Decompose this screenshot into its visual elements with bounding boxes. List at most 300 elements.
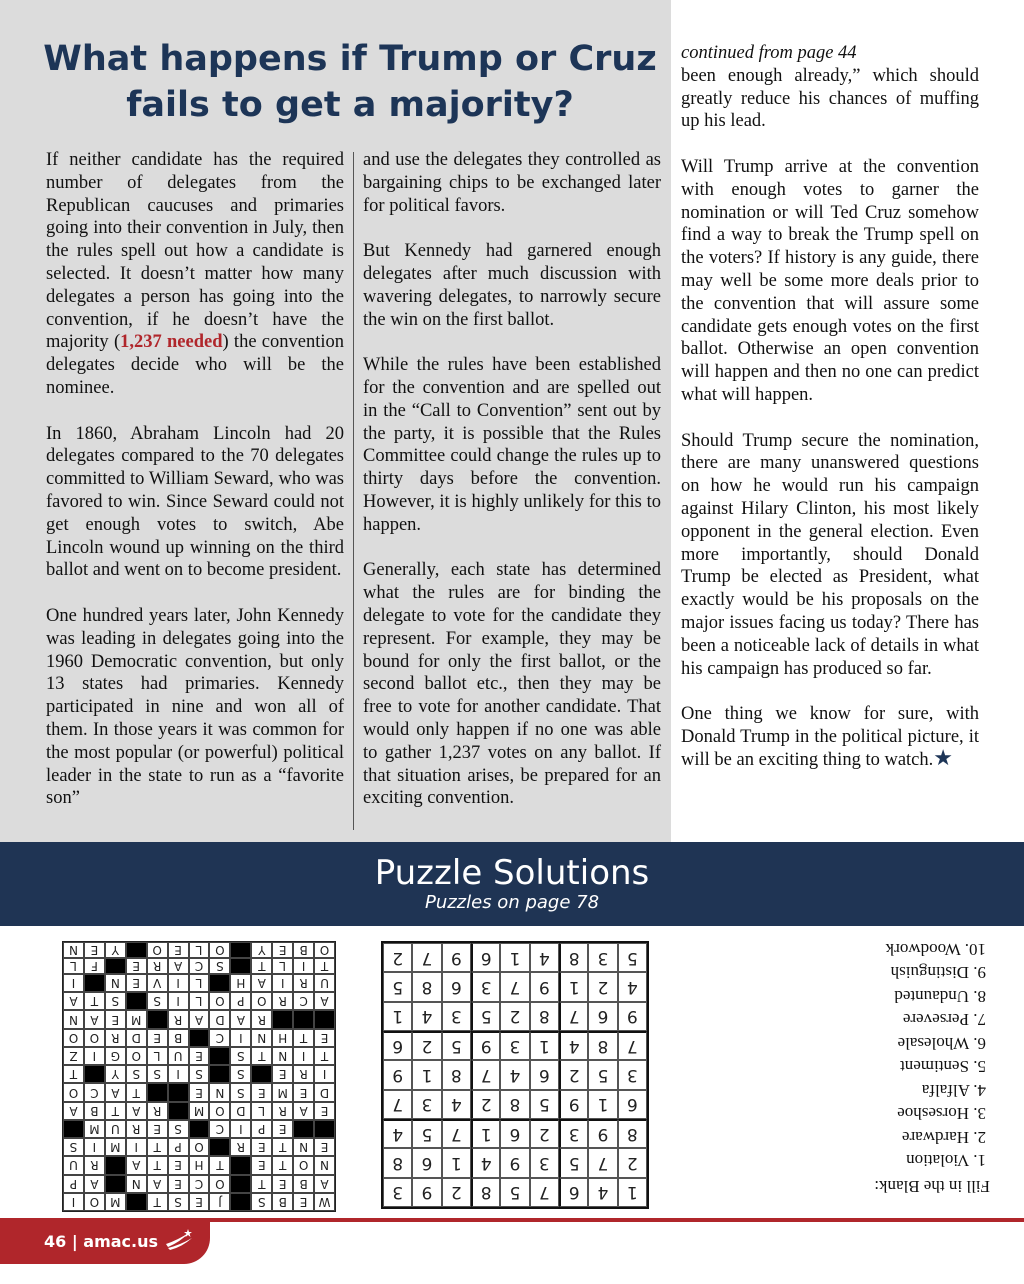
sudoku-cell: 9	[500, 1148, 529, 1177]
crossword-cell: L	[189, 942, 210, 958]
footer-label	[44, 1232, 158, 1251]
crossword-cell: T	[63, 1065, 84, 1083]
crossword-cell: E	[293, 1083, 314, 1101]
crossword-cell: A	[147, 1175, 168, 1193]
sudoku-cell: 2	[383, 943, 412, 972]
crossword-cell: E	[314, 1138, 335, 1156]
crossword-cell: T	[251, 958, 272, 974]
sudoku-cell: 3	[588, 943, 617, 972]
crossword-block	[230, 958, 251, 974]
crossword-cell: G	[105, 1047, 126, 1065]
paragraph: been enough already,” which should greatly reduce his chances of muffing up his lead.	[681, 65, 979, 132]
crossword-cell: S	[168, 1193, 189, 1211]
crossword-cell: O	[209, 1175, 230, 1193]
sudoku-cell: 8	[383, 1148, 412, 1177]
crossword-cell: N	[63, 942, 84, 958]
crossword-cell: S	[168, 1120, 189, 1138]
crossword-cell: M	[272, 1083, 293, 1101]
sudoku-cell: 8	[559, 943, 588, 972]
sudoku-cell: 1	[559, 972, 588, 1001]
sudoku-cell: 2	[559, 1060, 588, 1089]
sudoku-cell: 6	[530, 1060, 559, 1089]
column-divider	[353, 152, 354, 830]
crossword-cell: E	[314, 1029, 335, 1047]
crossword-cell: R	[293, 974, 314, 992]
crossword-cell: E	[251, 1156, 272, 1174]
crossword-block	[251, 1065, 272, 1083]
crossword-cell: T	[84, 992, 105, 1010]
answer-item: 10. Woodwork	[885, 940, 986, 959]
continued-note: continued from page 44	[681, 43, 857, 63]
paragraph-text: If neither candidate has the required number of delegates from the Republican caucuses and primaries going into their convention in July, then the rules spell out how a candidate is selected. It doesn’t matter how many delegates a person has going into the convention, if he doesn’t have the majority (	[46, 150, 344, 353]
crossword-cell: M	[189, 1102, 210, 1120]
crossword-cell: A	[126, 1156, 147, 1174]
crossword-cell: E	[168, 942, 189, 958]
sudoku-cell: 5	[588, 1060, 617, 1089]
sudoku-cell: 7	[559, 1002, 588, 1031]
crossword-cell: C	[209, 1029, 230, 1047]
crossword-cell: I	[126, 1138, 147, 1156]
sudoku-cell: 1	[588, 1090, 617, 1119]
banner-subtitle: Puzzles on page 78	[424, 892, 600, 913]
crossword-cell: L	[272, 958, 293, 974]
crossword-cell: P	[168, 1138, 189, 1156]
crossword-cell: O	[84, 1193, 105, 1211]
sudoku-cell: 6	[471, 943, 500, 972]
crossword-block	[126, 942, 147, 958]
answer-item: 8. Undaunted	[894, 987, 986, 1006]
sudoku-cell: 9	[559, 1090, 588, 1119]
sudoku-cell: 5	[412, 1119, 441, 1148]
crossword-cell: E	[84, 942, 105, 958]
crossword-cell: S	[147, 1065, 168, 1083]
sudoku-cell: 7	[530, 1178, 559, 1207]
crossword-cell: O	[209, 992, 230, 1010]
crossword-cell: B	[84, 1102, 105, 1120]
crossword-cell: H	[230, 974, 251, 992]
sudoku-cell: 5	[442, 1031, 471, 1060]
crossword-cell: E	[189, 1083, 210, 1101]
crossword-cell: P	[63, 1175, 84, 1193]
sudoku-cell: 4	[618, 972, 647, 1001]
crossword-cell: U	[168, 1047, 189, 1065]
paragraph: But Kennedy had garnered enough delegates after much discussion with wavering delegates, to narrowly secure the win on the first ballot.	[363, 241, 661, 330]
crossword-cell: T	[314, 958, 335, 974]
crossword-cell: E	[126, 974, 147, 992]
crossword-cell: W	[314, 1193, 335, 1211]
crossword-block	[126, 1193, 147, 1211]
sudoku-cell: 7	[618, 1031, 647, 1060]
crossword-cell: O	[189, 1138, 210, 1156]
answer-item: 1. Violation	[906, 1151, 986, 1171]
sudoku-cell: 1	[530, 1031, 559, 1060]
sudoku-cell: 4	[442, 1090, 471, 1119]
crossword-cell: I	[168, 992, 189, 1010]
crossword-cell: D	[209, 1010, 230, 1028]
crossword-cell: D	[314, 1083, 335, 1101]
crossword-cell: N	[272, 1047, 293, 1065]
sudoku-cell: 4	[412, 1002, 441, 1031]
crossword-cell: O	[314, 942, 335, 958]
crossword-block	[209, 974, 230, 992]
sudoku-cell: 2	[500, 1002, 529, 1031]
crossword-block	[209, 1138, 230, 1156]
crossword-cell: E	[147, 1120, 168, 1138]
crossword-cell: A	[314, 1175, 335, 1193]
crossword-cell: S	[230, 1065, 251, 1083]
crossword-cell: O	[251, 992, 272, 1010]
crossword-cell: M	[84, 1120, 105, 1138]
sudoku-cell: 4	[559, 1031, 588, 1060]
answer-item: 2. Hardware	[901, 1128, 986, 1147]
crossword-cell: L	[147, 1047, 168, 1065]
crossword-block	[293, 1120, 314, 1138]
answer-item: 4. Alfalfa	[921, 1081, 986, 1100]
crossword-cell: H	[272, 1029, 293, 1047]
crossword-block	[209, 1047, 230, 1065]
banner-title: Puzzle Solutions	[374, 853, 650, 893]
swoosh-icon	[164, 1228, 194, 1254]
crossword-cell: C	[209, 1120, 230, 1138]
crossword-cell: A	[63, 1102, 84, 1120]
paragraph: Generally, each state has determined what the rules are for binding the delegate to vote for the candidate they represent. For example, they may be bound for only the first ballot, or the second ballot etc., then they may be free to vote for another candidate. That would only happen if no one was able to gather 1,237 votes on any ballot. If that situation arises, be prepared for an exciting convention.	[363, 560, 661, 809]
crossword-cell: R	[168, 1010, 189, 1028]
crossword-cell: N	[293, 1138, 314, 1156]
crossword-cell: E	[168, 1175, 189, 1193]
crossword-cell: A	[189, 1010, 210, 1028]
sudoku-cell: 8	[618, 1119, 647, 1148]
crossword-cell: L	[189, 992, 210, 1010]
crossword-cell: I	[63, 1193, 84, 1211]
sudoku-cell: 8	[500, 1090, 529, 1119]
crossword-cell: I	[168, 974, 189, 992]
paragraph: One hundred years later, John Kennedy was leading in delegates going into the 1960 Democratic convention, but only 13 states had primaries. Kennedy participated in nine and won all of them. In those years it was common for the most popular (or powerful) political leader in the state to run as a “favorite son”	[46, 605, 344, 809]
crossword-cell: I	[84, 1138, 105, 1156]
crossword-block	[105, 958, 126, 974]
crossword-block	[314, 1120, 335, 1138]
crossword-block	[230, 1156, 251, 1174]
crossword-cell: O	[126, 1047, 147, 1065]
crossword-cell: P	[230, 992, 251, 1010]
crossword-cell: D	[126, 1029, 147, 1047]
crossword-cell: E	[272, 942, 293, 958]
puzzle-solutions-banner	[0, 842, 1024, 926]
crossword-cell: O	[63, 1029, 84, 1047]
sudoku-cell: 6	[412, 1148, 441, 1177]
crossword-cell: E	[272, 1120, 293, 1138]
crossword-cell: E	[272, 1065, 293, 1083]
crossword-cell: O	[209, 942, 230, 958]
article-column-3	[681, 42, 979, 794]
crossword-cell: A	[63, 992, 84, 1010]
sudoku-cell: 8	[442, 1060, 471, 1089]
crossword-cell: I	[168, 1065, 189, 1083]
sudoku-solution-grid	[381, 941, 649, 1209]
footer-separator: |	[71, 1232, 78, 1251]
crossword-block	[189, 1029, 210, 1047]
crossword-block	[84, 974, 105, 992]
crossword-block	[314, 1010, 335, 1028]
crossword-block	[293, 1010, 314, 1028]
crossword-cell: B	[293, 942, 314, 958]
crossword-cell: S	[147, 992, 168, 1010]
sudoku-cell: 8	[412, 972, 441, 1001]
answer-item: 6. Wholesale	[897, 1034, 986, 1053]
crossword-cell: B	[293, 1175, 314, 1193]
crossword-cell: Z	[63, 1047, 84, 1065]
star-icon: ★	[933, 744, 953, 770]
sudoku-cell: 5	[618, 943, 647, 972]
crossword-block	[105, 1156, 126, 1174]
crossword-cell: F	[84, 958, 105, 974]
crossword-cell: O	[293, 1156, 314, 1174]
crossword-cell: O	[209, 1102, 230, 1120]
sudoku-cell: 9	[618, 1002, 647, 1031]
crossword-block	[209, 1065, 230, 1083]
crossword-cell: Y	[251, 942, 272, 958]
crossword-cell: C	[189, 1175, 210, 1193]
crossword-cell: E	[147, 1029, 168, 1047]
page-number: 46	[44, 1232, 67, 1251]
crossword-cell: A	[251, 974, 272, 992]
sudoku-cell: 3	[383, 1178, 412, 1207]
crossword-cell: Y	[105, 1065, 126, 1083]
crossword-block	[147, 1083, 168, 1101]
sudoku-cell: 1	[412, 1060, 441, 1089]
crossword-cell: T	[272, 1156, 293, 1174]
crossword-cell: N	[209, 1083, 230, 1101]
sudoku-cell: 2	[471, 1090, 500, 1119]
delegates-needed-highlight: 1,237 needed	[120, 332, 223, 353]
answer-item: 3. Horseshoe	[897, 1104, 986, 1124]
crossword-cell: E	[314, 1102, 335, 1120]
crossword-cell: C	[189, 958, 210, 974]
sudoku-cell: 5	[500, 1178, 529, 1207]
crossword-cell: T	[293, 1029, 314, 1047]
sudoku-cell: 4	[471, 1148, 500, 1177]
crossword-cell: T	[251, 1047, 272, 1065]
sudoku-cell: 7	[442, 1119, 471, 1148]
crossword-cell: U	[105, 1120, 126, 1138]
sudoku-cell: 7	[471, 1060, 500, 1089]
crossword-cell: N	[63, 1010, 84, 1028]
sudoku-cell: 2	[530, 1119, 559, 1148]
crossword-cell: M	[126, 1010, 147, 1028]
crossword-cell: T	[251, 1175, 272, 1193]
sudoku-cell: 2	[588, 972, 617, 1001]
crossword-cell: I	[293, 958, 314, 974]
sudoku-cell: 9	[383, 1060, 412, 1089]
sudoku-cell: 3	[471, 972, 500, 1001]
sudoku-cell: 8	[530, 1002, 559, 1031]
crossword-cell: T	[209, 1156, 230, 1174]
crossword-cell: T	[272, 1138, 293, 1156]
crossword-cell: N	[126, 1175, 147, 1193]
crossword-cell: S	[251, 1193, 272, 1211]
crossword-cell: S	[63, 1138, 84, 1156]
sudoku-cell: 7	[412, 943, 441, 972]
sudoku-cell: 1	[500, 943, 529, 972]
paragraph: Should Trump secure the nomination, there are many unanswered questions on how he would run his campaign against Hilary Clinton, his most likely opponent in the general election. Even more importantly, should Donald Trump be elected as President, what exactly would be his proposals on the major issues facing us today? There has been a noticeable lack of details in what his campaign has produced so far.	[681, 430, 979, 679]
crossword-cell: S	[105, 992, 126, 1010]
crossword-cell: J	[209, 1193, 230, 1211]
crossword-cell: M	[105, 1138, 126, 1156]
sudoku-cell: 9	[412, 1178, 441, 1207]
crossword-block	[84, 1065, 105, 1083]
paragraph	[681, 703, 979, 771]
crossword-cell: I	[63, 974, 84, 992]
crossword-cell: A	[230, 1010, 251, 1028]
crossword-block	[230, 1175, 251, 1193]
fill-in-blank-heading: Fill in the Blank:	[874, 1177, 990, 1196]
sudoku-cell: 5	[383, 972, 412, 1001]
sudoku-cell: 7	[383, 1090, 412, 1119]
sudoku-cell: 3	[559, 1119, 588, 1148]
crossword-block	[168, 1102, 189, 1120]
crossword-cell: V	[147, 974, 168, 992]
crossword-cell: N	[251, 1029, 272, 1047]
sudoku-cell: 1	[471, 1119, 500, 1148]
sudoku-cell: 5	[530, 1090, 559, 1119]
crossword-block	[189, 1120, 210, 1138]
crossword-cell: R	[293, 1065, 314, 1083]
crossword-cell: N	[314, 1156, 335, 1174]
article-column-1	[46, 149, 344, 833]
crossword-cell: I	[314, 1065, 335, 1083]
crossword-solution-grid	[62, 941, 336, 1212]
crossword-cell: T	[314, 1047, 335, 1065]
crossword-block	[230, 942, 251, 958]
sudoku-cell: 4	[588, 1178, 617, 1207]
crossword-cell: E	[168, 1156, 189, 1174]
sudoku-cell: 4	[530, 943, 559, 972]
crossword-block	[126, 992, 147, 1010]
sudoku-cell: 6	[618, 1090, 647, 1119]
crossword-cell: R	[105, 1029, 126, 1047]
crossword-cell: O	[63, 1083, 84, 1101]
crossword-cell: R	[147, 1102, 168, 1120]
crossword-cell: L	[251, 1102, 272, 1120]
sudoku-cell: 5	[471, 1002, 500, 1031]
crossword-cell: M	[105, 1193, 126, 1211]
paragraph: Will Trump arrive at the convention with enough votes to garner the nomination or will Ted Cruz somehow find a way to break the Trump spell on the voters? If history is any guide, there may well be some more deals prior to the convention that will assure some candidate gets enough votes on the first ballot. Otherwise an open convention will happen and then no one can predict what will happen.	[681, 156, 979, 405]
answer-item: 7. Persevere	[902, 1010, 986, 1030]
crossword-cell: E	[251, 1138, 272, 1156]
crossword-cell: E	[251, 1083, 272, 1101]
crossword-cell: S	[230, 1047, 251, 1065]
footer-tab	[0, 1222, 210, 1264]
crossword-cell: U	[314, 974, 335, 992]
crossword-cell: R	[84, 1156, 105, 1174]
sudoku-cell: 3	[500, 1031, 529, 1060]
paragraph: In 1860, Abraham Lincoln had 20 delegates compared to the 70 delegates committed to William Seward, who was favored to win. Since Seward could not get enough votes to switch, Abe Lincoln wound up winning on the third ballot and went on to become president.	[46, 423, 344, 581]
sudoku-cell: 3	[530, 1148, 559, 1177]
paragraph-text: One thing we know for sure, with Donald Trump in the political picture, it will be an exciting thing to watch.	[681, 704, 979, 770]
crossword-cell: B	[272, 1193, 293, 1211]
sudoku-cell: 6	[559, 1178, 588, 1207]
sudoku-cell: 2	[442, 1178, 471, 1207]
article-column-2	[363, 149, 661, 833]
paragraph: and use the delegates they controlled as bargaining chips to be exchanged later for political favors.	[363, 150, 661, 216]
crossword-cell: I	[293, 1047, 314, 1065]
crossword-cell: T	[126, 1083, 147, 1101]
sudoku-cell: 6	[442, 972, 471, 1001]
crossword-cell: R	[126, 1120, 147, 1138]
crossword-cell: R	[147, 958, 168, 974]
crossword-cell: E	[105, 1010, 126, 1028]
sudoku-cell: 3	[442, 1002, 471, 1031]
sudoku-cell: 7	[588, 1148, 617, 1177]
sudoku-cell: 7	[500, 972, 529, 1001]
sudoku-cell: 1	[442, 1148, 471, 1177]
crossword-cell: T	[147, 1193, 168, 1211]
sudoku-cell: 9	[442, 943, 471, 972]
crossword-cell: B	[168, 1029, 189, 1047]
crossword-cell: R	[272, 992, 293, 1010]
crossword-cell: A	[168, 958, 189, 974]
fill-in-blank-answers	[740, 938, 990, 1198]
crossword-cell: I	[84, 1047, 105, 1065]
crossword-cell: L	[63, 958, 84, 974]
crossword-cell: A	[84, 1175, 105, 1193]
crossword-cell: E	[189, 1047, 210, 1065]
crossword-block	[105, 1175, 126, 1193]
crossword-cell: D	[230, 1102, 251, 1120]
crossword-block	[272, 1010, 293, 1028]
crossword-block	[63, 1120, 84, 1138]
crossword-block	[168, 1083, 189, 1101]
sudoku-cell: 1	[383, 1002, 412, 1031]
crossword-cell: A	[84, 1010, 105, 1028]
crossword-cell: H	[189, 1156, 210, 1174]
crossword-cell: I	[230, 1120, 251, 1138]
crossword-cell: I	[272, 974, 293, 992]
site-name: amac.us	[83, 1232, 159, 1251]
crossword-cell: S	[126, 1065, 147, 1083]
crossword-block	[230, 1193, 251, 1211]
crossword-cell: A	[126, 1102, 147, 1120]
crossword-cell: T	[147, 1138, 168, 1156]
crossword-cell: E	[126, 958, 147, 974]
crossword-cell: A	[314, 992, 335, 1010]
crossword-cell: E	[293, 1193, 314, 1211]
sudoku-cell: 9	[471, 1031, 500, 1060]
crossword-cell: A	[293, 1102, 314, 1120]
sudoku-cell: 8	[471, 1178, 500, 1207]
sudoku-cell: 6	[500, 1119, 529, 1148]
sudoku-cell: 3	[412, 1090, 441, 1119]
crossword-cell: T	[105, 1102, 126, 1120]
sudoku-cell: 8	[588, 1031, 617, 1060]
crossword-cell: T	[147, 1156, 168, 1174]
crossword-cell: E	[272, 1175, 293, 1193]
crossword-cell: S	[230, 1083, 251, 1101]
crossword-cell: O	[147, 942, 168, 958]
crossword-cell: S	[209, 958, 230, 974]
paragraph-text: ) the convention delegates decide who will be the nominee.	[46, 332, 344, 398]
crossword-cell: C	[293, 992, 314, 1010]
sudoku-cell: 6	[383, 1031, 412, 1060]
sudoku-cell: 2	[412, 1031, 441, 1060]
crossword-cell: O	[84, 1029, 105, 1047]
article-title: What happens if Trump or Cruz fails to get a majority?	[43, 39, 657, 125]
crossword-cell: Y	[105, 942, 126, 958]
crossword-cell: L	[189, 974, 210, 992]
sudoku-cell: 5	[559, 1148, 588, 1177]
crossword-cell: U	[63, 1156, 84, 1174]
crossword-cell: P	[251, 1120, 272, 1138]
sudoku-cell: 9	[530, 972, 559, 1001]
